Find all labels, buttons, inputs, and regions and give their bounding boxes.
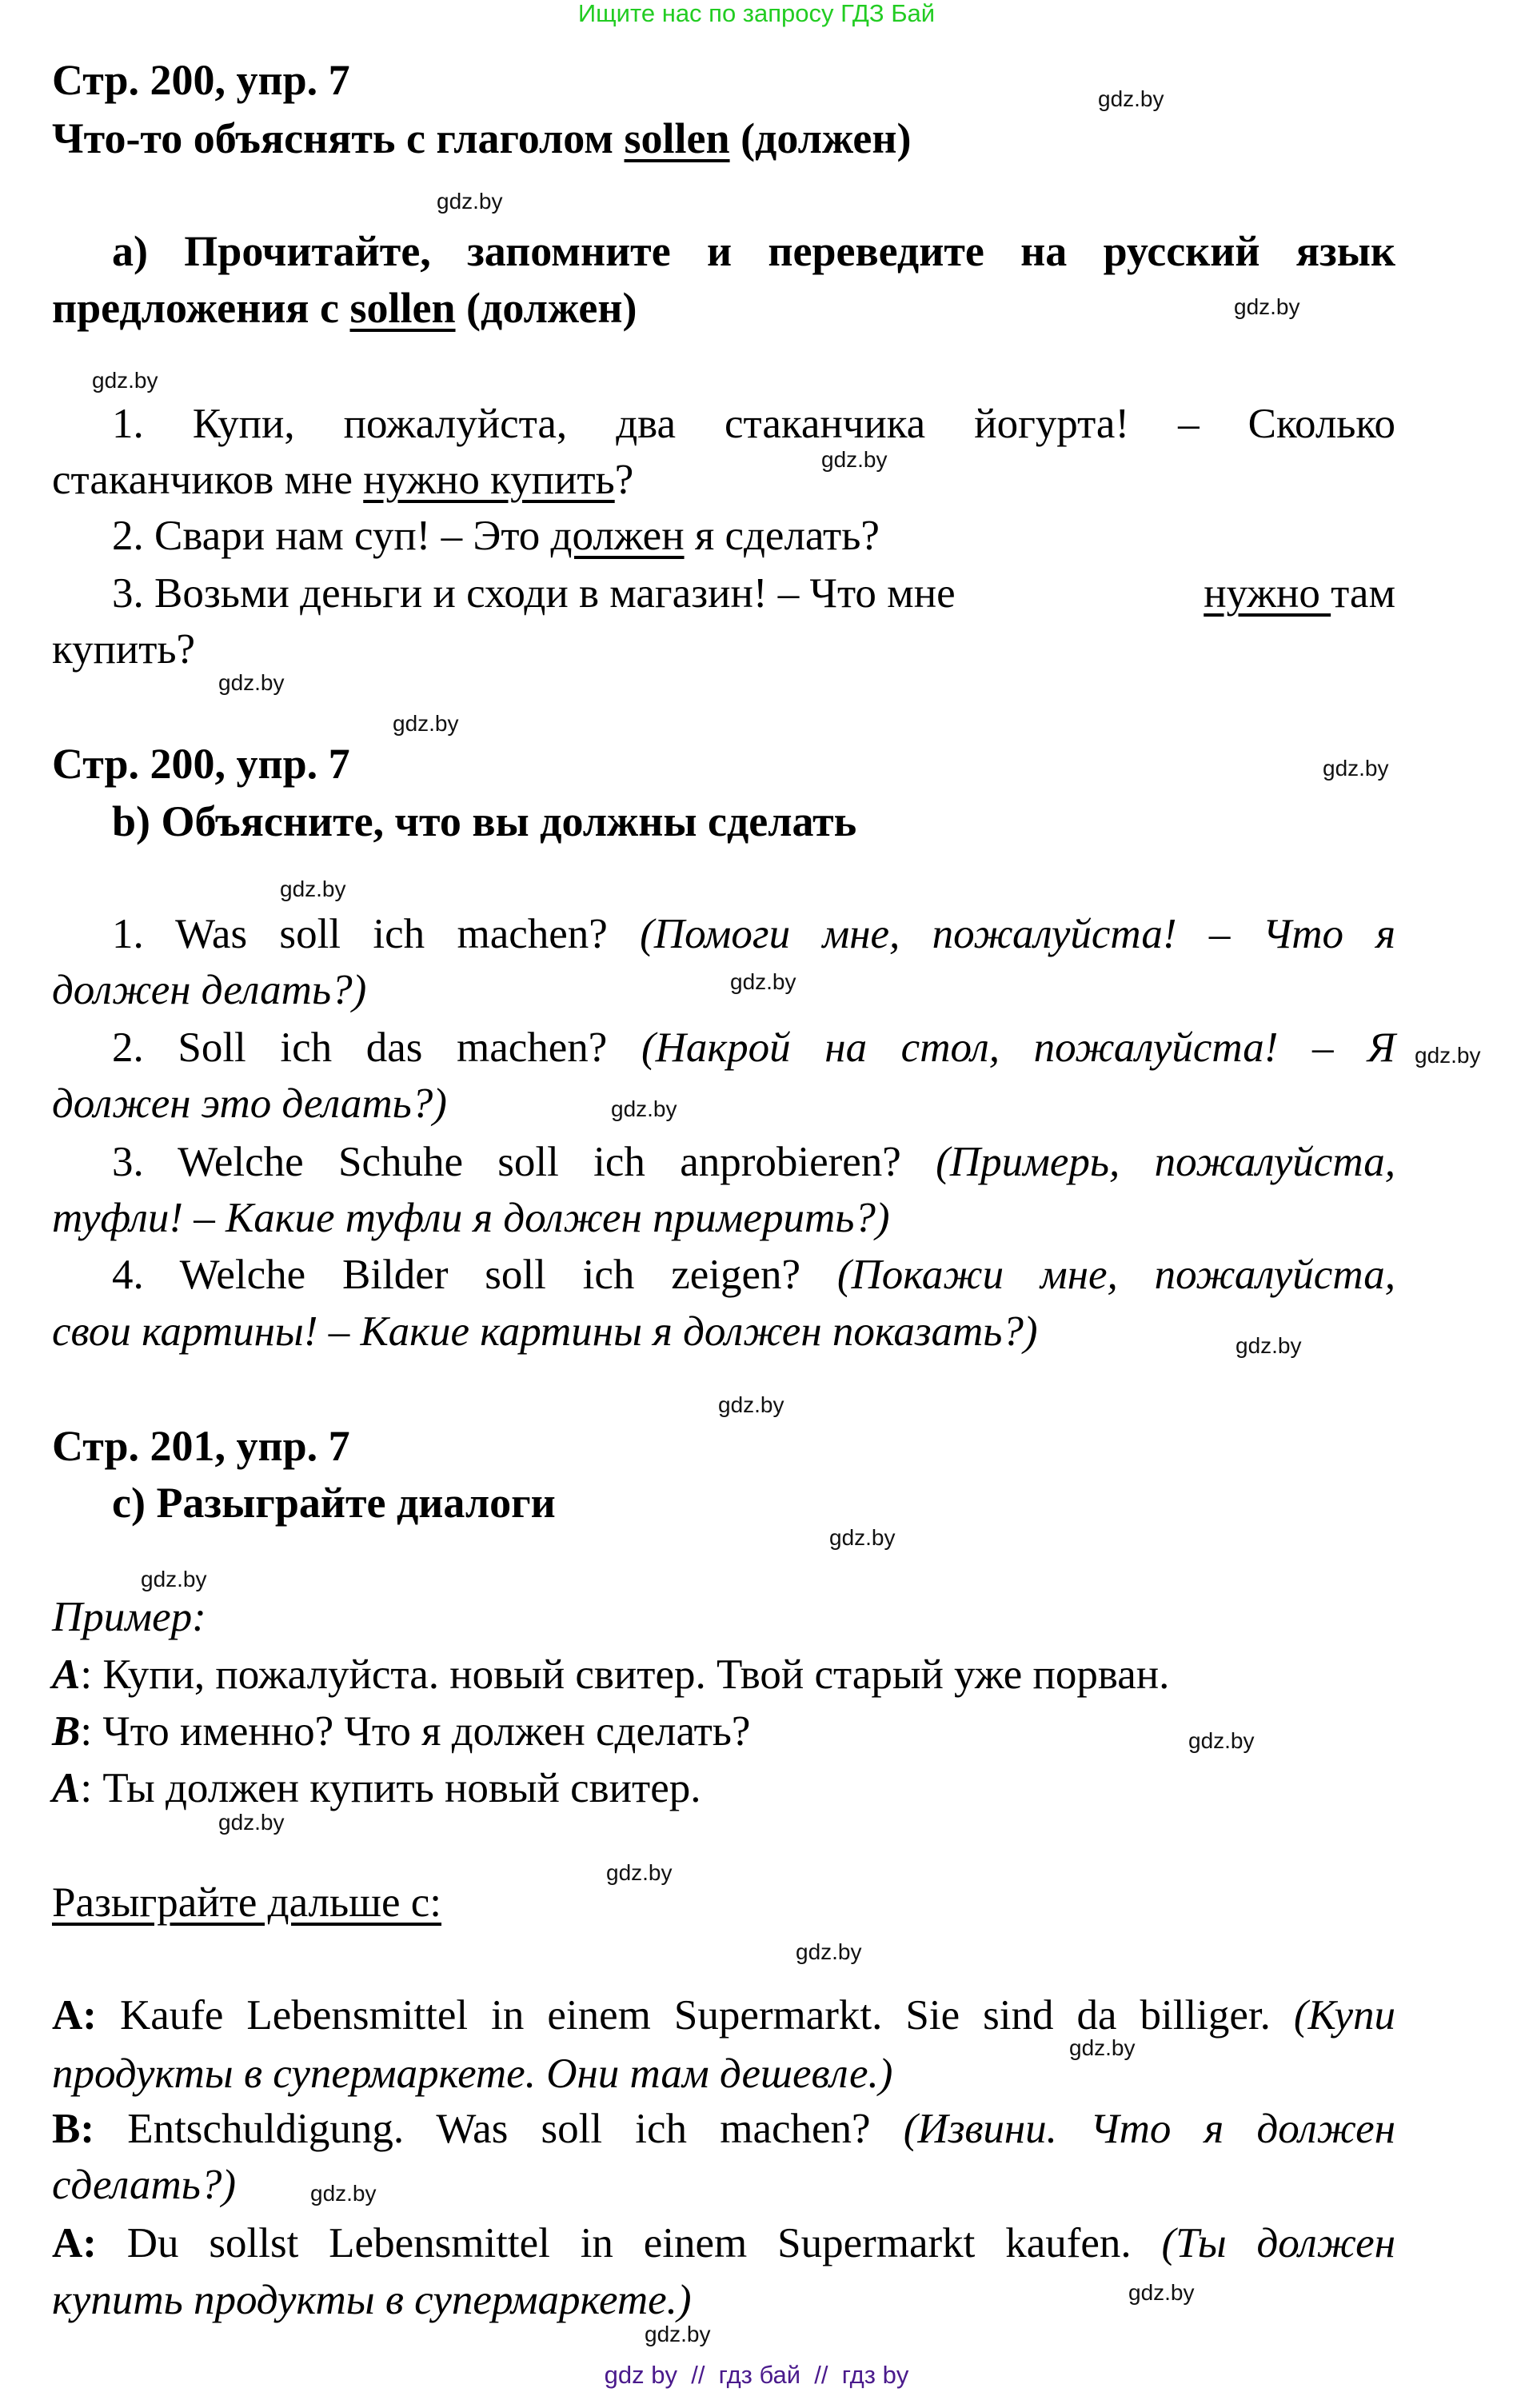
section-1-heading: Стр. 200, упр. 7 (52, 56, 350, 104)
watermark: gdz.by (1234, 294, 1300, 319)
dialog-line-3-cont: купить продукты в супермаркете.) (52, 2277, 692, 2323)
item-underlined-phrase: нужно купить (363, 457, 615, 503)
watermark: gdz.by (141, 1567, 207, 1591)
item-text: ? (614, 457, 634, 503)
b-item-4-line-2: свои картины! – Какие картины я должен показать?) (52, 1308, 1038, 1355)
item-text: стаканчиков мне (52, 457, 364, 503)
task-translation: (должен) (455, 284, 637, 332)
watermark: gdz.by (1069, 2035, 1136, 2060)
german-question: 2. Soll ich das machen? (112, 1024, 641, 1071)
russian-translation: (Ты должен (1161, 2220, 1395, 2266)
item-underlined-phrase: должен (550, 513, 685, 559)
task-c: c) Разыграйте диалоги (112, 1479, 556, 1527)
watermark: gdz.by (1098, 86, 1164, 111)
german-question: 4. Welche Bilder soll ich zeigen? (112, 1252, 837, 1298)
section-2-heading: Стр. 200, упр. 7 (52, 740, 350, 788)
dialog-line-2-cont: сделать?) (52, 2162, 236, 2208)
watermark: gdz.by (1128, 2280, 1195, 2305)
watermark: gdz.by (1236, 1333, 1302, 1358)
watermark: gdz.by (730, 969, 796, 994)
item-text: там (1331, 570, 1395, 617)
speaker-colon: : (80, 1708, 93, 1755)
task-a-line-2 (52, 284, 1395, 332)
title-text: Что-то объяснять с глаголом (52, 114, 625, 162)
item-3-line-1 (112, 569, 1395, 617)
russian-translation: (Извини. Что я должен (903, 2106, 1395, 2152)
russian-translation: (Накрой на стол, пожалуйста! – Я (641, 1024, 1395, 1071)
watermark: gdz.by (718, 1392, 784, 1417)
speaker-label: A: (52, 2220, 97, 2266)
watermark: gdz.by (1188, 1728, 1255, 1753)
task-keyword: sollen (349, 284, 456, 332)
task-text: предложения с (52, 284, 350, 332)
section-3-heading: Стр. 201, упр. 7 (52, 1422, 350, 1470)
example-text: Купи, пожалуйста. новый свитер. Твой старый уже порван. (92, 1651, 1170, 1698)
russian-translation: (Помоги мне, пожалуйста! – Что я (640, 911, 1395, 957)
item-text: я сделать? (684, 513, 880, 559)
speaker-label: B: (52, 2106, 94, 2152)
watermark: gdz.by (437, 189, 503, 214)
example-line-3 (52, 1764, 1395, 1812)
b-item-2-line-2: должен это делать?) (52, 1080, 447, 1127)
speaker-colon: : (80, 1651, 93, 1698)
search-banner: Ищите нас по запросу ГДЗ Бай (577, 0, 936, 27)
b-item-3-line-1 (112, 1138, 1395, 1186)
b-item-1-line-1 (112, 910, 1395, 958)
continue-label-text: Разыграйте дальше с: (52, 1879, 442, 1926)
speaker-label: A: (52, 1992, 97, 2039)
watermark: gdz.by (611, 1096, 677, 1121)
speaker-colon: : (80, 1765, 93, 1811)
russian-translation: (Купи (1293, 1992, 1395, 2039)
b-item-3-line-2: туфли! – Какие туфли я должен примерить?) (52, 1195, 890, 1241)
german-text: Entschuldigung. Was soll ich machen? (94, 2106, 904, 2152)
dialog-line-3 (52, 2219, 1395, 2267)
task-a-line-1: a) Прочитайте, запомните и переведите на русский язык (112, 227, 1395, 275)
b-item-1-line-2: должен делать?) (52, 967, 367, 1013)
continue-label (52, 1879, 1395, 1927)
watermark: gdz.by (218, 670, 285, 695)
russian-translation: (Покажи мне, пожалуйста, (836, 1252, 1395, 1298)
dialog-line-1 (52, 1991, 1395, 2039)
example-text: Ты должен купить новый свитер. (92, 1765, 701, 1811)
watermark: gdz.by (218, 1810, 285, 1835)
watermark: gdz.by (829, 1525, 896, 1550)
watermark: gdz.by (393, 711, 459, 736)
watermark: gdz.by (1323, 756, 1389, 781)
watermark: gdz.by (645, 2322, 711, 2346)
footer-links: gdz by // гдз бай // гдз by (604, 2361, 909, 2389)
watermark: gdz.by (821, 447, 888, 472)
item-tail (1204, 569, 1395, 617)
speaker-label: B (52, 1708, 81, 1755)
watermark: gdz.by (1415, 1043, 1481, 1068)
task-b: b) Объясните, что вы должны сделать (112, 797, 857, 845)
item-1-line-1: 1. Купи, пожалуйста, два стаканчика йогурта! – Сколько (112, 401, 1395, 447)
item-3-line-2: купить? (52, 626, 196, 673)
watermark: gdz.by (310, 2181, 377, 2206)
item-text: 2. Свари нам суп! – Это (112, 513, 551, 559)
watermark: gdz.by (606, 1860, 673, 1885)
dialog-line-2 (52, 2105, 1395, 2153)
german-text: Kaufe Lebensmittel in einem Supermarkt. Sie sind da billiger. (96, 1992, 1294, 2039)
section-1-title (52, 114, 1395, 162)
german-question: 1. Was soll ich machen? (112, 911, 641, 957)
item-2-line-1 (112, 512, 1395, 560)
watermark: gdz.by (92, 368, 158, 393)
dialog-line-1-cont: продукты в супермаркете. Они там дешевле.) (52, 2051, 893, 2097)
german-question: 3. Welche Schuhe soll ich anprobieren? (112, 1139, 936, 1185)
example-text: Что именно? Что я должен сделать? (92, 1708, 751, 1755)
title-translation: (должен) (729, 114, 912, 162)
watermark: gdz.by (280, 877, 346, 901)
item-underlined-phrase: нужно (1204, 570, 1331, 617)
item-1-line-2 (52, 456, 1395, 504)
speaker-label: A (52, 1651, 81, 1698)
title-keyword: sollen (624, 114, 730, 162)
russian-translation: (Примерь, пожалуйста, (936, 1139, 1395, 1185)
b-item-4-line-1 (112, 1251, 1395, 1299)
watermark: gdz.by (796, 1939, 862, 1964)
item-text: 3. Возьми деньги и сходи в магазин! – Что мне (112, 570, 956, 617)
b-item-2-line-1 (112, 1024, 1395, 1072)
example-label: Пример: (52, 1594, 206, 1640)
speaker-label: A (52, 1765, 81, 1811)
example-line-1 (52, 1651, 1395, 1699)
german-text: Du sollst Lebensmittel in einem Supermarkt kaufen. (96, 2220, 1162, 2266)
